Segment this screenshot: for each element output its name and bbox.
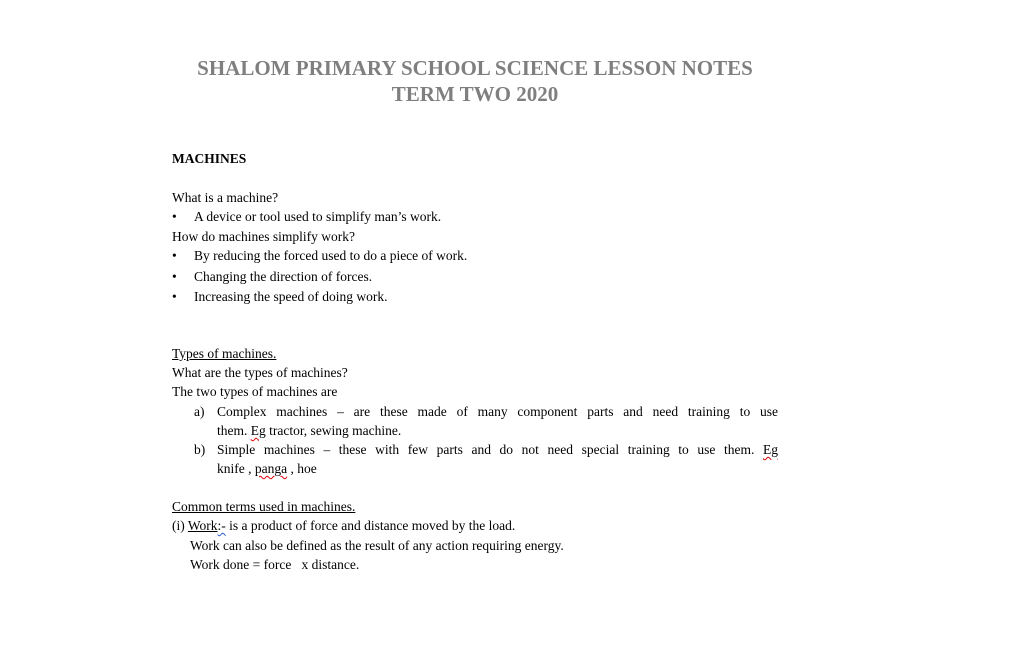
term-work: (i) Work:- is a product of force and distance moved by the load. xyxy=(172,518,516,533)
list-item-simple-cont: knife , panga , hoe xyxy=(217,461,317,476)
types-intro: The two types of machines are xyxy=(172,384,338,399)
document-title: SHALOM PRIMARY SCHOOL SCIENCE LESSON NOTES xyxy=(197,56,753,80)
section-heading-machines: MACHINES xyxy=(172,151,247,166)
list-item-complex-cont: them. Eg tractor, sewing machine. xyxy=(217,423,402,438)
document-subtitle: TERM TWO 2020 xyxy=(391,82,559,106)
spellcheck-word: Eg xyxy=(250,423,266,438)
question-how-simplify: How do machines simplify work? xyxy=(172,229,355,244)
bullet-icon: • xyxy=(172,289,177,304)
section-heading-terms: Common terms used in machines. xyxy=(172,499,356,514)
question-what-is-machine: What is a machine? xyxy=(172,190,279,205)
question-types: What are the types of machines? xyxy=(172,365,348,380)
spellcheck-word: Eg xyxy=(763,442,778,457)
list-item-complex: a) Complex machines – are these made of many component parts and need training to use xyxy=(194,404,778,419)
spellcheck-word: panga xyxy=(254,461,288,476)
grammar-mark: :- xyxy=(217,518,226,533)
bullet-icon: • xyxy=(172,248,177,263)
work-formula: Work done = force x distance. xyxy=(190,557,360,572)
work-alt-definition: Work can also be defined as the result of any action requiring energy. xyxy=(190,538,564,553)
bullet-icon: • xyxy=(172,209,177,224)
section-heading-types: Types of machines. xyxy=(172,346,277,361)
list-item-simple: b) Simple machines – these with few parts and do not need special training to use them. Eg xyxy=(194,442,778,457)
bullet-icon: • xyxy=(172,269,177,284)
